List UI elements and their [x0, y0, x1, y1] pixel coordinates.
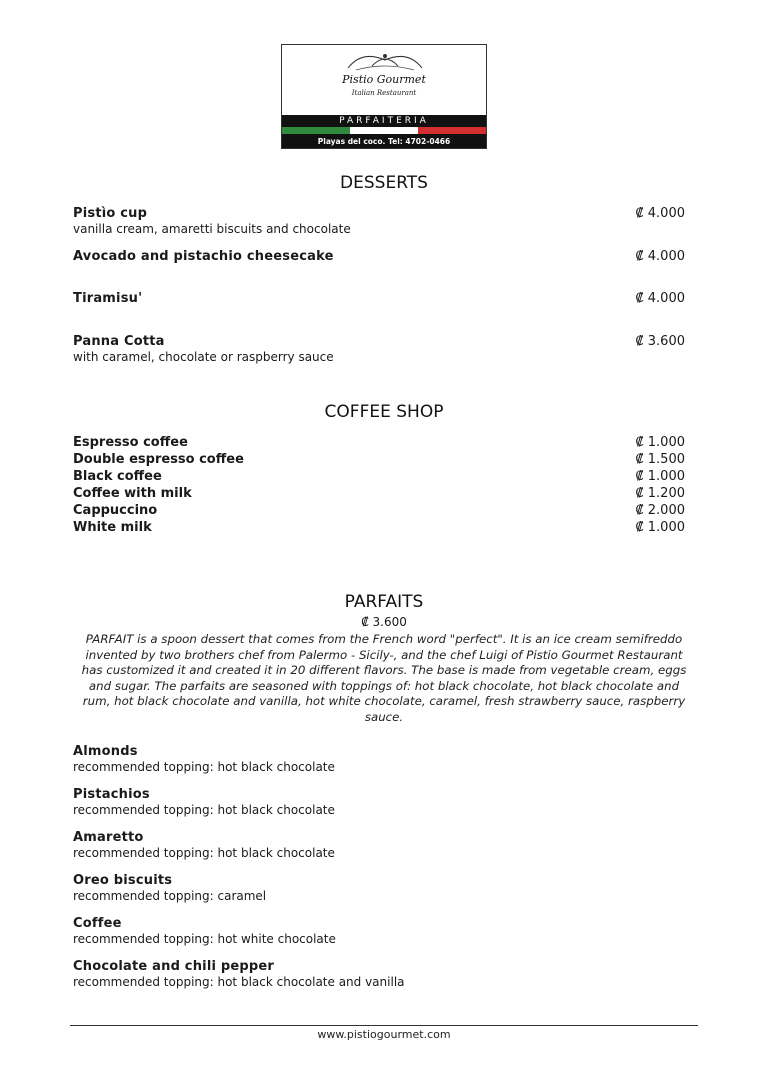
flavor-name: Amaretto	[73, 830, 144, 845]
coffee-list	[73, 435, 685, 537]
coffee-name: Cappuccino	[73, 503, 158, 518]
coffee-name: Espresso coffee	[73, 435, 188, 450]
dessert-price: ₡ 3.600	[635, 334, 685, 349]
coffee-price: ₡ 2.000	[635, 503, 685, 518]
flavor-name: Coffee	[73, 916, 122, 931]
dessert-desc: vanilla cream, amaretti biscuits and chocolate	[73, 222, 351, 236]
parfait-flavor	[73, 873, 685, 903]
dessert-item	[73, 291, 685, 306]
parfait-flavor	[73, 916, 685, 946]
italian-flag-stripe	[282, 127, 486, 134]
desserts-title: DESSERTS	[340, 173, 428, 193]
coffee-price: ₡ 1.000	[635, 520, 685, 535]
restaurant-logo	[281, 44, 487, 149]
footer-divider	[70, 1025, 698, 1026]
coffee-price: ₡ 1.000	[635, 469, 685, 484]
flavor-topping: recommended topping: hot black chocolate	[73, 803, 335, 817]
coffee-item	[73, 452, 685, 469]
flavor-topping: recommended topping: hot white chocolate	[73, 932, 336, 946]
flag-white	[350, 127, 418, 134]
logo-brand: Pistio Gourmet	[342, 73, 426, 86]
coffee-price: ₡ 1.000	[635, 435, 685, 450]
flavor-name: Pistachios	[73, 787, 150, 802]
dessert-item	[73, 206, 685, 236]
coffee-item	[73, 503, 685, 520]
coffee-item	[73, 469, 685, 486]
dessert-name: Pistìo cup	[73, 206, 148, 221]
coffee-name: White milk	[73, 520, 152, 535]
parfaits-title: PARFAITS	[344, 592, 424, 612]
coffee-name: Coffee with milk	[73, 486, 192, 501]
coffee-item	[73, 435, 685, 452]
parfait-flavor	[73, 787, 685, 817]
coffee-price: ₡ 1.500	[635, 452, 685, 467]
logo-subtitle: Italian Restaurant	[351, 89, 417, 97]
coffee-item	[73, 486, 685, 503]
flavor-topping: recommended topping: hot black chocolate and vanilla	[73, 975, 405, 989]
ornament-icon	[342, 48, 428, 74]
flag-red	[418, 127, 486, 134]
dessert-price: ₡ 4.000	[635, 249, 685, 264]
flavor-name: Chocolate and chili pepper	[73, 959, 275, 974]
coffee-name: Black coffee	[73, 469, 162, 484]
dessert-item	[73, 249, 685, 264]
flavor-topping: recommended topping: hot black chocolate	[73, 760, 335, 774]
dessert-price: ₡ 4.000	[635, 291, 685, 306]
dessert-name: Avocado and pistachio cheesecake	[73, 249, 334, 264]
logo-contact: Playas del coco. Tel: 4702-0466	[282, 134, 486, 149]
coffee-name: Double espresso coffee	[73, 452, 244, 467]
dessert-item	[73, 334, 685, 364]
dessert-price: ₡ 4.000	[635, 206, 685, 221]
footer-website-link[interactable]: www.pistiogourmet.com	[317, 1028, 451, 1041]
coffee-price: ₡ 1.200	[635, 486, 685, 501]
flavor-topping: recommended topping: caramel	[73, 889, 267, 903]
dessert-name: Panna Cotta	[73, 334, 165, 349]
coffee-title: COFFEE SHOP	[324, 402, 444, 422]
flag-green	[282, 127, 350, 134]
flavor-name: Oreo biscuits	[73, 873, 173, 888]
coffee-item	[73, 520, 685, 537]
parfaits-description: PARFAIT is a spoon dessert that comes from the French word "perfect". It is an ice cream semifreddo invented by two brothers chef from Palermo - Sicily-, and the chef Luigi of Pistio Gourmet Restaurant has customized it and created it in 20 different flavors. The base is made from vegetable cream, eggs and sugar. The parfaits are seasoned with toppings of: hot black chocolate, hot black chocolate and rum, hot black chocolate and vanilla, hot white chocolate, caramel, fresh strawberry sauce, raspberry sauce.	[81, 632, 687, 724]
parfait-flavor	[73, 830, 685, 860]
dessert-name: Tiramisu'	[73, 291, 143, 306]
logo-band: PARFAITERIA	[282, 115, 486, 127]
parfaits-price: ₡ 3.600	[361, 615, 407, 629]
parfait-flavor	[73, 959, 685, 989]
flavor-topping: recommended topping: hot black chocolate	[73, 846, 335, 860]
flavor-name: Almonds	[73, 744, 138, 759]
parfait-flavor	[73, 744, 685, 774]
dessert-desc: with caramel, chocolate or raspberry sauce	[73, 350, 334, 364]
